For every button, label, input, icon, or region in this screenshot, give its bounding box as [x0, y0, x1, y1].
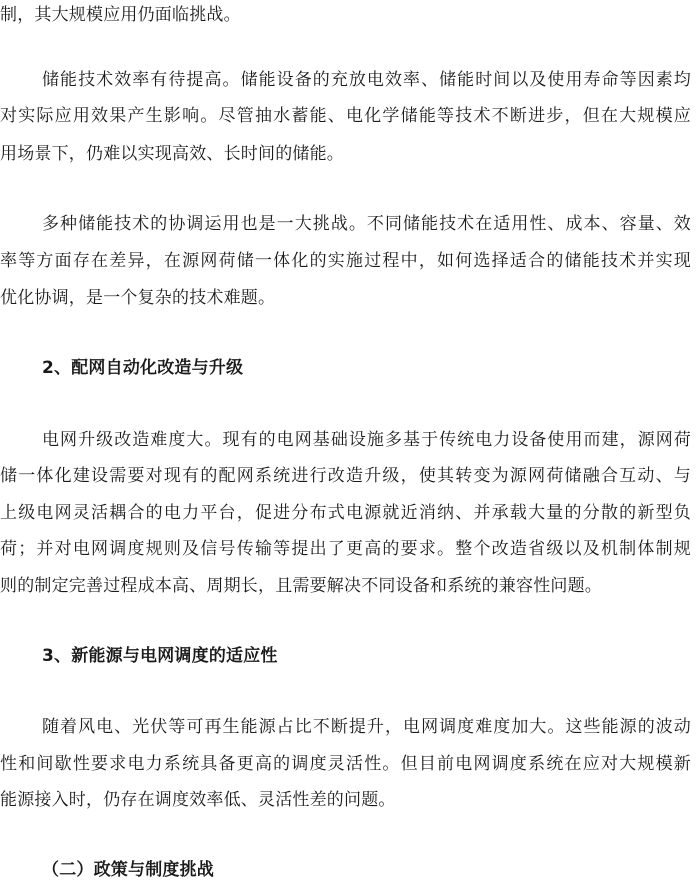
- paragraph-line: 储能技术效率有待提高。储能设备的充放电效率、储能时间以及使用寿命等因素均: [42, 70, 691, 90]
- paragraph-line: 用场景下，仍难以实现高效、长时间的储能。: [0, 144, 344, 164]
- paragraph-line: 电网升级改造难度大。现有的电网基础设施多基于传统电力设备使用而建，源网荷: [42, 430, 691, 450]
- paragraph-line: 荷；并对电网调度规则及信号传输等提出了更高的要求。整个改造省级以及机制体制规: [0, 539, 691, 559]
- section-heading: （二）政策与制度挑战: [42, 860, 214, 880]
- section-subheading: 2、配网自动化改造与升级: [42, 358, 244, 378]
- paragraph-line: 储一体化建设需要对现有的配网系统进行改造升级，使其转变为源网荷储融合互动、与: [0, 466, 691, 486]
- paragraph-line: 能源接入时，仍存在调度效率低、灵活性差的问题。: [0, 790, 396, 810]
- paragraph-line: 率等方面存在差异，在源网荷储一体化的实施过程中，如何选择适合的储能技术并实现: [0, 251, 691, 271]
- paragraph-line: 优化协调，是一个复杂的技术难题。: [0, 288, 276, 308]
- paragraph-line: 则的制定完善过程成本高、周期长，且需要解决不同设备和系统的兼容性问题。: [0, 576, 602, 596]
- paragraph-line: 上级电网灵活耦合的电力平台，促进分布式电源就近消纳、并承载大量的分散的新型负: [0, 503, 691, 523]
- paragraph-line: 制，其大规模应用仍面临挑战。: [0, 5, 241, 25]
- paragraph-line: 多种储能技术的协调运用也是一大挑战。不同储能技术在适用性、成本、容量、效: [42, 214, 691, 234]
- section-subheading: 3、新能源与电网调度的适应性: [42, 646, 278, 666]
- paragraph-line: 性和间歇性要求电力系统具备更高的调度灵活性。但目前电网调度系统在应对大规模新: [0, 754, 691, 774]
- paragraph-line: 随着风电、光伏等可再生能源占比不断提升，电网调度难度加大。这些能源的波动: [42, 717, 691, 737]
- paragraph-line: 对实际应用效果产生影响。尽管抽水蓄能、电化学储能等技术不断进步，但在大规模应: [0, 106, 691, 126]
